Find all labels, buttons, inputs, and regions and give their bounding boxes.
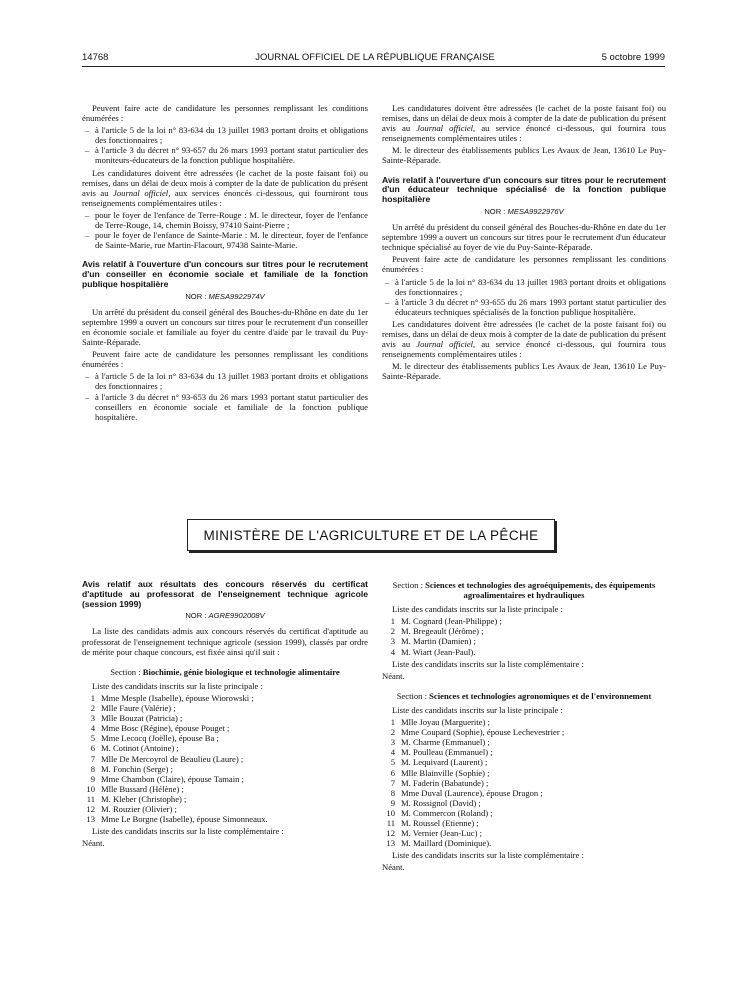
list-item: – pour le foyer de l'enfance de Sainte-Marie : M. le directeur, foyer de l'enfance de Sainte-Marie, rue Martin-Flacourt, 97438 Sainte-Marie. — [82, 230, 368, 250]
candidate-item — [382, 798, 666, 808]
candidate-name: M. Cotinot (Antoine) ; — [101, 743, 179, 754]
candidate-item — [382, 636, 666, 646]
candidate-rank: 3 — [390, 636, 395, 647]
nor-reference: NOR : MESA9922976V — [484, 206, 564, 216]
comp-list-label: Liste des candidats inscrits sur la liste complémentaire : — [392, 658, 584, 669]
candidate-name: Mme Duval (Laurence), épouse Dragon ; — [401, 787, 543, 798]
candidate-rank: 11 — [386, 817, 395, 828]
comp-list-value: Néant. — [382, 862, 405, 873]
candidate-name: M. Bregeault (Jérôme) ; — [401, 626, 484, 637]
nor-reference: NOR : AGRE9902008V — [185, 611, 265, 621]
candidate-item — [82, 814, 368, 824]
candidate-rank: 10 — [386, 807, 395, 818]
candidate-rank: 8 — [390, 787, 395, 798]
candidate-rank: 11 — [86, 793, 95, 804]
candidate-rank: 12 — [386, 828, 395, 839]
candidate-item — [382, 757, 666, 767]
avis-title: Avis relatif à l'ouverture d'un concours sur titres pour le recrutement d'un éducateur technique spécialisé de la fonction publique hospitalière — [382, 174, 666, 205]
list-item: – à l'article 3 du décret n° 93-657 du 26 mars 1993 portant statut particulier des moniteurs-éducateurs de la fonction publique hospitalière. — [82, 145, 368, 165]
candidate-name: Mme Coupard (Sophie), épouse Lechevestrier ; — [401, 727, 565, 738]
candidate-name: M. Charme (Emmanuel) ; — [401, 737, 490, 748]
candidate-name: Mlle Bussard (Hélène) ; — [101, 783, 184, 794]
journal-ref: Journal officiel — [113, 187, 169, 198]
candidate-item — [382, 737, 666, 747]
conditions-list-1 — [82, 125, 368, 165]
candidate-item — [82, 743, 368, 753]
candidate-item — [82, 764, 368, 774]
candidate-name: M. Maillard (Dominique). — [401, 838, 492, 849]
candidate-item — [382, 747, 666, 757]
candidate-name: M. Vernier (Jean-Luc) ; — [401, 828, 482, 839]
paragraph: Les candidatures doivent être adressées (le cachet de la poste faisant foi) ou remises, dans un délai de deux mois à compter de la date de publication du présent avis au Journal officiel, aux services énoncés ci-dessous, qui fourniront tous renseignements complémentaires utiles : — [82, 167, 368, 208]
candidate-name: M. Rossignol (David) ; — [401, 797, 481, 808]
candidate-item — [82, 723, 368, 733]
candidate-rank: 2 — [90, 703, 95, 714]
candidate-name: Mme Le Borgne (Isabelle), épouse Simonneaux. — [101, 814, 268, 825]
candidate-item — [382, 808, 666, 818]
paragraph: La liste des candidats admis aux concours réservés du certificat d'aptitude au professorat de l'enseignement technique agricole (session 1999), classés par ordre de mérite pour chaque concours, est fixée ainsi qu'il suit : — [82, 626, 368, 657]
candidate-list — [382, 717, 666, 848]
paragraph: Les candidatures doivent être adressées (le cachet de la poste faisant foi) ou remises, dans un délai de deux mois à compter de la date de publication du présent avis au Journal officiel, au service énoncé ci-dessous, qui fournira tous renseignements complémentaires utiles : — [382, 103, 667, 144]
candidate-rank: 4 — [390, 646, 395, 657]
section-heading: Section : Sciences et technologies des agroéquipements, des équipements agroalimentaires et hydrauliques — [392, 580, 656, 601]
list-item: – à l'article 3 du décret n° 93-655 du 26 mars 1993 portant statut particulier des éducateurs techniques spécialisés de la fonction publique hospitalière. — [382, 297, 666, 317]
candidate-name: M. Kleber (Christophe) ; — [101, 793, 187, 804]
paragraph: Peuvent faire acte de candidature les personnes remplissant les conditions énumérées : — [382, 254, 666, 275]
bottom-left-column — [82, 580, 368, 850]
comp-list-label: Liste des candidats inscrits sur la liste complémentaire : — [392, 850, 584, 861]
candidate-rank: 13 — [386, 838, 395, 849]
candidate-item — [82, 774, 368, 784]
addresses-list — [82, 210, 368, 250]
candidate-item — [382, 788, 666, 798]
main-list-label: Liste des candidats inscrits sur la liste principale : — [392, 604, 563, 615]
candidate-name: M. Rouzier (Olivier) ; — [101, 803, 177, 814]
candidate-item — [382, 647, 666, 657]
conditions-list-2 — [82, 371, 368, 421]
candidate-name: M. Lequivard (Laurent) ; — [401, 757, 488, 768]
list-item: – à l'article 5 de la loi n° 83-634 du 13 juillet 1983 portant droits et obligations des fonctionnaires ; — [82, 125, 368, 145]
candidate-name: Mme Mesple (Isabelle), épouse Wiorowski ; — [101, 692, 254, 703]
candidate-name: Mme Chambon (Claire), épouse Tamain ; — [101, 773, 244, 784]
candidate-rank: 9 — [90, 773, 95, 784]
candidate-rank: 4 — [90, 723, 95, 734]
candidate-item — [82, 733, 368, 743]
comp-list-value: Néant. — [382, 670, 405, 681]
candidate-name: M. Faderin (Babatunde) ; — [401, 777, 489, 788]
candidate-item — [82, 754, 368, 764]
candidate-name: Mlle Faure (Valérie) ; — [101, 703, 176, 714]
paragraph: Peuvent faire acte de candidature les personnes remplissant les conditions énumérées : — [82, 349, 368, 370]
candidate-item — [382, 818, 666, 828]
candidate-item — [382, 768, 666, 778]
candidate-rank: 3 — [90, 713, 95, 724]
page-number: 14768 — [82, 52, 109, 63]
candidate-item — [82, 713, 368, 723]
main-list-label: Liste des candidats inscrits sur la liste principale : — [92, 680, 263, 691]
top-right-column — [382, 103, 666, 383]
conditions-list — [382, 277, 666, 317]
candidate-rank: 2 — [390, 626, 395, 637]
candidate-rank: 10 — [86, 783, 95, 794]
candidate-item — [382, 778, 666, 788]
candidate-item — [82, 703, 368, 713]
candidate-rank: 13 — [86, 814, 95, 825]
top-left-column — [82, 103, 368, 424]
candidate-name: Mme Lecocq (Joëlle), épouse Ba ; — [101, 733, 219, 744]
list-item: – à l'article 3 du décret n° 93-653 du 26 mars 1993 portant statut particulier des conseillers en économie sociale et familiale de la fonction publique hospitalière. — [82, 392, 368, 422]
candidate-item — [382, 616, 666, 626]
journal-ref: Journal officiel — [416, 123, 474, 134]
avis-title: Avis relatif aux résultats des concours réservés du certificat d'aptitude au professorat de l'enseignement technique agricole (session 1999) — [82, 579, 368, 609]
candidate-rank: 6 — [390, 767, 395, 778]
paragraph: Un arrêté du président du conseil général des Bouches-du-Rhône en date du 1er septembre 1999 a ouvert un concours sur titres pour le recrutement d'un conseiller en économie sociale et familiale au foyer du centre d'aide par le travail du Puy-Sainte-Réparade. — [82, 306, 368, 348]
candidate-rank: 5 — [90, 733, 95, 744]
candidate-item — [382, 727, 666, 737]
candidate-rank: 1 — [390, 717, 395, 728]
candidate-rank: 12 — [86, 803, 95, 814]
candidate-rank: 8 — [90, 763, 95, 774]
candidate-name: Mme Bosc (Régine), épouse Pouget ; — [101, 723, 230, 734]
candidate-name: M. Poulleau (Emmanuel) ; — [401, 747, 493, 758]
bottom-right-column — [382, 580, 666, 874]
section-heading: Section : Sciences et technologies agronomiques et de l'environnement — [396, 690, 652, 701]
candidate-rank: 4 — [390, 747, 395, 758]
candidate-name: Mlle De Mercoyrol de Beaulieu (Laure) ; — [101, 753, 244, 764]
candidate-name: M. Roussel (Etienne) ; — [401, 817, 479, 828]
list-item: – à l'article 5 de la loi n° 83-634 du 13 juillet 1983 portant droits et obligations des fonctionnaires ; — [382, 277, 666, 297]
list-item: – à l'article 5 de la loi n° 83-634 du 13 juillet 1983 portant droits et obligations des fonctionnaires ; — [82, 371, 368, 391]
avis-title: Avis relatif à l'ouverture d'un concours sur titres pour le recrutement d'un conseiller en économie sociale et familiale de la fonction publique hospitalière — [82, 259, 368, 289]
paragraph: M. le directeur des établissements publics Les Avaux de Jean, 13610 Le Puy-Sainte-Réparade. — [382, 361, 666, 382]
candidate-rank: 5 — [390, 757, 395, 768]
candidate-name: M. Martin (Damien) ; — [401, 636, 476, 647]
paragraph: Peuvent faire acte de candidature les personnes remplissant les conditions énumérées : — [82, 103, 368, 124]
candidate-name: M. Cognard (Jean-Philippe) ; — [401, 616, 502, 627]
candidate-rank: 2 — [390, 727, 395, 738]
comp-list-label: Liste des candidats inscrits sur la liste complémentaire : — [92, 826, 284, 837]
candidate-item — [382, 626, 666, 636]
candidate-list — [382, 616, 666, 656]
paragraph: Les candidatures doivent être adressées (le cachet de la poste faisant foi) ou remises, dans un délai de deux mois à compter de la date de publication du présent avis au Journal officiel, au service énoncé ci-dessous, qui fournira tous renseignements complémentaires utiles : — [382, 318, 667, 360]
candidate-name: M. Fonchin (Serge) ; — [101, 763, 173, 774]
section-heading: Section : Biochimie, génie biologique et technologie alimentaire — [110, 666, 340, 677]
candidate-item — [82, 804, 368, 814]
nor-reference: NOR : MESA9922974V — [185, 291, 265, 301]
candidate-rank: 7 — [390, 777, 395, 788]
list-item: – pour le foyer de l'enfance de Terre-Rouge : M. le directeur, foyer de l'enfance de Terre-Rouge, 14, chemin Boissy, 97410 Saint-Pierre ; — [82, 210, 368, 230]
candidate-item — [382, 717, 666, 727]
journal-title: JOURNAL OFFICIEL DE LA RÉPUBLIQUE FRANÇAISE — [255, 52, 495, 63]
candidate-name: Mlle Bouzat (Patricia) ; — [101, 713, 183, 724]
candidate-item — [82, 693, 368, 703]
candidate-rank: 9 — [390, 797, 395, 808]
header-rule — [82, 66, 665, 67]
candidate-name: M. Commercon (Roland) ; — [401, 807, 493, 818]
paragraph: M. le directeur des établissements publics Les Avaux de Jean, 13610 Le Puy-Sainte-Réparade. — [382, 145, 666, 166]
candidate-name: Mlle Blainville (Sophie) ; — [401, 767, 490, 778]
candidate-list — [82, 693, 368, 824]
candidate-rank: 6 — [90, 743, 95, 754]
main-list-label: Liste des candidats inscrits sur la liste principale : — [392, 704, 563, 715]
candidate-item — [82, 784, 368, 794]
candidate-rank: 1 — [390, 616, 395, 627]
candidate-item — [82, 794, 368, 804]
candidate-item — [382, 828, 666, 838]
journal-ref: Journal officiel — [416, 339, 474, 350]
candidate-rank: 3 — [390, 737, 395, 748]
candidate-rank: 7 — [90, 753, 95, 764]
candidate-rank: 1 — [90, 692, 95, 703]
ministry-heading: MINISTÈRE DE L'AGRICULTURE ET DE LA PÊCHE — [187, 519, 555, 551]
candidate-item — [382, 838, 666, 848]
paragraph: Un arrêté du président du conseil général des Bouches-du-Rhône en date du 1er septembre 1999 a ouvert un concours sur titres pour le recrutement d'un éducateur technique spécialisé au foyer de vie du Puy-Sainte-Réparade. — [382, 222, 666, 253]
candidate-name: M. Wiart (Jean-Paul). — [401, 646, 476, 657]
comp-list-value: Néant. — [82, 838, 105, 849]
page-date: 5 octobre 1999 — [601, 52, 665, 63]
candidate-name: Mlle Joyau (Marguerite) ; — [401, 717, 490, 728]
